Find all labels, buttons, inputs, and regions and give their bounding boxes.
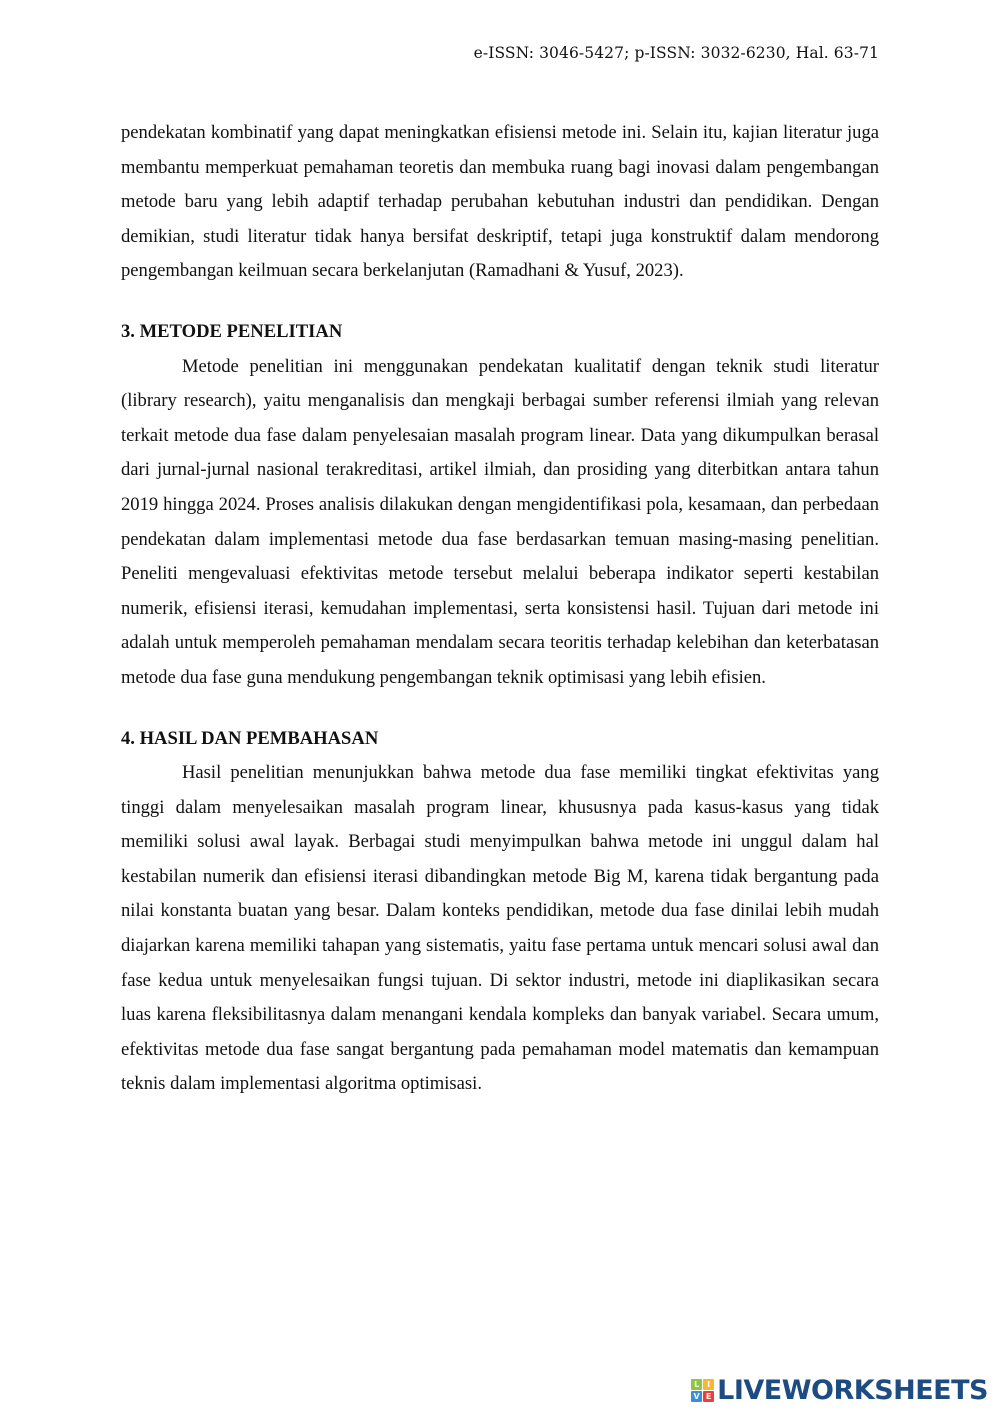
document-body xyxy=(121,116,879,1102)
intro-paragraph: pendekatan kombinatif yang dapat meningkatkan efisiensi metode ini. Selain itu, kajian literatur juga membantu memperkuat pemahaman teoretis dan membuka ruang bagi inovasi dalam pengembangan metode baru yang lebih adaptif terhadap perubahan kebutuhan industri dan pendidikan. Dengan demikian, studi literatur tidak hanya bersifat deskriptif, tetapi juga konstruktif dalam mendorong pengembangan keilmuan secara berkelanjutan (Ramadhani & Yusuf, 2023). xyxy=(121,122,879,282)
journal-issn-header: e-ISSN: 3046-5427; p-ISSN: 3032-6230, Hal. 63-71 xyxy=(473,44,879,62)
liveworksheets-logo[interactable] xyxy=(691,1375,988,1406)
section-heading-metode-penelitian: 3. METODE PENELITIAN xyxy=(121,320,343,342)
section-heading-hasil-pembahasan: 4. HASIL DAN PEMBAHASAN xyxy=(121,727,379,749)
logo-wordmark: LIVEWORKSHEETS xyxy=(717,1375,988,1406)
section-paragraph-hasil-pembahasan: Hasil penelitian menunjukkan bahwa metode dua fase memiliki tingkat efektivitas yang tinggi dalam menyelesaikan masalah program linear, khususnya pada kasus-kasus yang tidak memiliki solusi awal layak. Berbagai studi menyimpulkan bahwa metode ini unggul dalam hal kestabilan numerik dan efisiensi iterasi dibandingkan metode Big M, karena tidak bergantung pada nilai konstanta buatan yang besar. Dalam konteks pendidikan, metode dua fase dinilai lebih mudah diajarkan karena memiliki tahapan yang sistematis, yaitu fase pertama untuk mencari solusi awal dan fase kedua untuk menyelesaikan fungsi tujuan. Di sektor industri, metode ini diaplikasikan secara luas karena fleksibilitasnya dalam menangani kendala kompleks dan banyak variabel. Secara umum, efektivitas metode dua fase sangat bergantung pada pemahaman model matematis dan kemampuan teknis dalam implementasi algoritma optimisasi. xyxy=(121,762,879,1095)
live-grid-icon: L I V E xyxy=(691,1379,714,1402)
section-paragraph-metode-penelitian: Metode penelitian ini menggunakan pendekatan kualitatif dengan teknik studi literatur (library research), yaitu menganalisis dan mengkaji berbagai sumber referensi ilmiah yang relevan terkait metode dua fase dalam penyelesaian masalah program linear. Data yang dikumpulkan berasal dari jurnal-jurnal nasional terakreditasi, artikel ilmiah, dan prosiding yang diterbitkan antara tahun 2019 hingga 2024. Proses analisis dilakukan dengan mengidentifikasi pola, kesamaan, dan perbedaan pendekatan dalam implementasi metode dua fase berdasarkan temuan masing-masing penelitian. Peneliti mengevaluasi efektivitas metode tersebut melalui beberapa indikator seperti kestabilan numerik, efisiensi iterasi, kemudahan implementasi, serta konsistensi hasil. Tujuan dari metode ini adalah untuk memperoleh pemahaman mendalam secara teoritis terhadap kelebihan dan keterbatasan metode dua fase guna mendukung pengembangan teknik optimisasi yang lebih efisien. xyxy=(121,355,879,688)
